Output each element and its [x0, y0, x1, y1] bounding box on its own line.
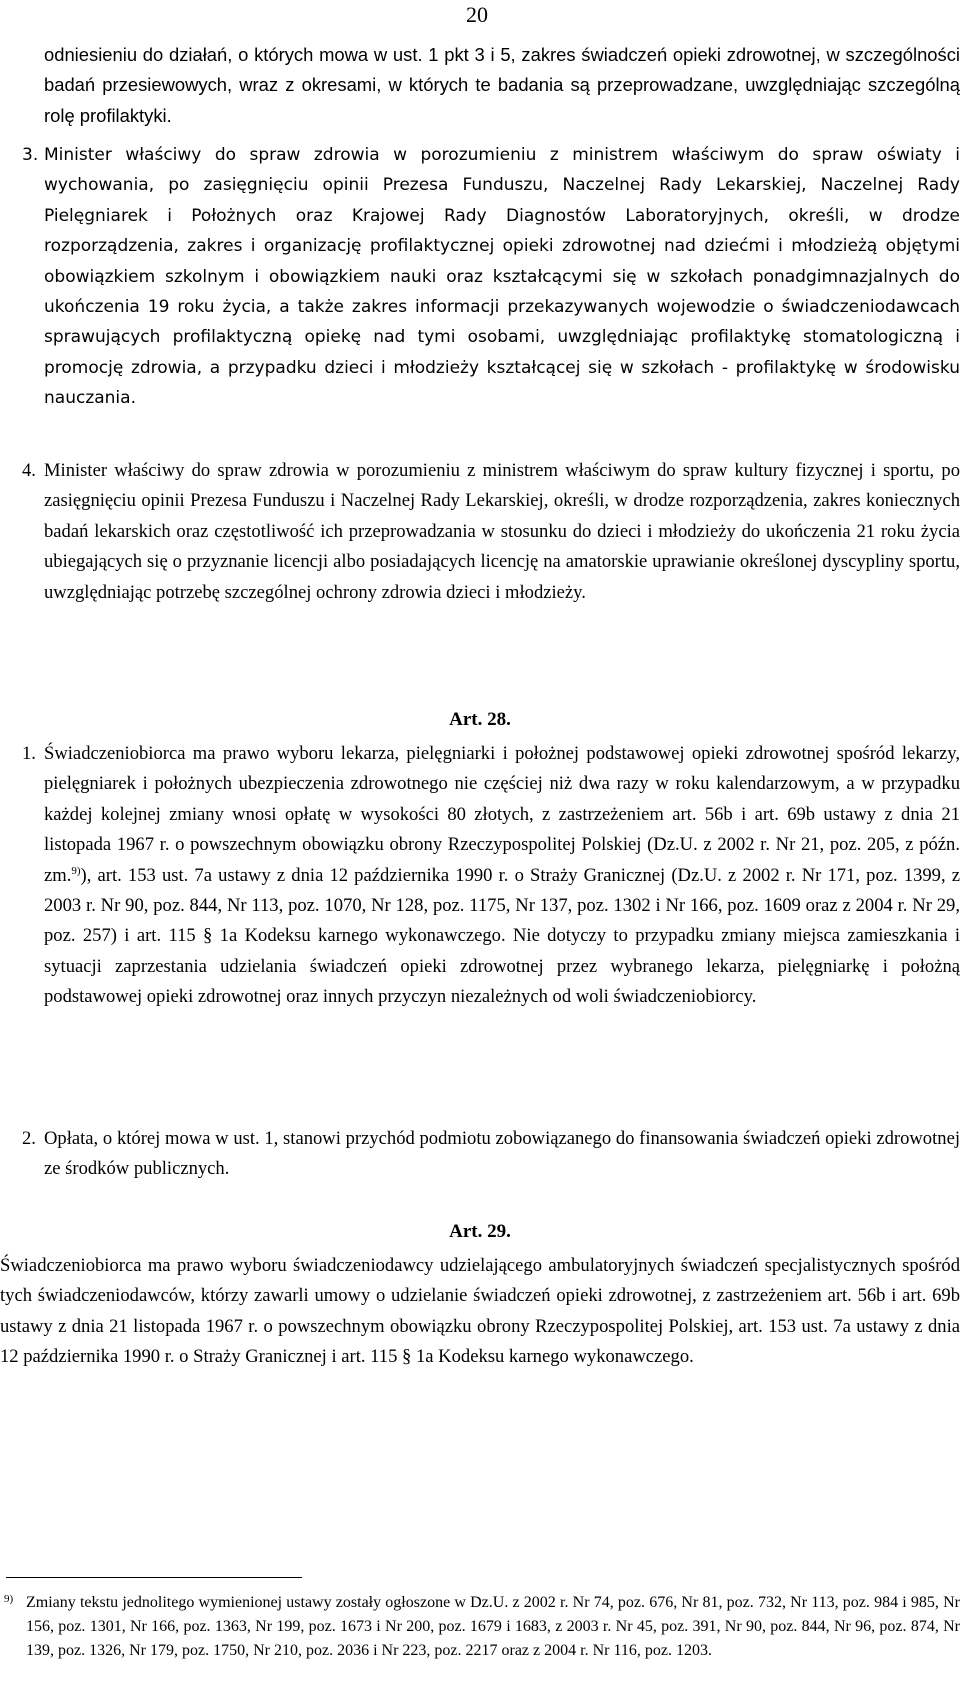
footnote-mark: 9)	[4, 1593, 14, 1605]
paragraph-4-text: Minister właściwy do spraw zdrowia w porozumieniu z ministrem właściwym do spraw kultury fizycznej i sportu, po zasięgnięciu opinii Prezesa Funduszu i Naczelnej Rady Lekarskiej, określi, w drodze rozporządzenia, zakres koniecznych badań lekarskich oraz częstotliwość ich przeprowadzania w stosunku do dzieci i młodzieży do ukończenia 21 roku życia ubiegających się o przyznanie licencji albo posiadających licencję na amatorskie uprawianie określonej dyscypliny sportu, uwzględniając potrzebę szczególnej ochrony zdrowia dzieci i młodzieży.	[44, 460, 960, 603]
article-28-paragraph-2	[0, 1124, 960, 1185]
article-28-heading: Art. 28.	[449, 709, 511, 730]
paragraph-4-number: 4.	[22, 460, 36, 481]
article-28-p2-text: Opłata, o której mowa w ust. 1, stanowi przychód podmiotu zobowiązanego do finansowania świadczeń opieki zdrowotnej ze środków publicznych.	[44, 1128, 960, 1180]
article-28-paragraph-1	[0, 739, 960, 1013]
footnote-reference: 9)	[71, 864, 81, 877]
footnote	[0, 1591, 960, 1663]
article-28-p1-text-b: ), art. 153 ust. 7a ustawy z dnia 12 października 1990 r. o Straży Granicznej (Dz.U. z 2002 r. Nr 171, poz. 1399, z 2003 r. Nr 90, poz. 844, Nr 113, poz. 1070, Nr 128, poz. 1175, Nr 137, poz. 1302 i Nr 166, poz. 1609 oraz z 2004 r. Nr 29, poz. 257) i art. 115 § 1a Kodeksu karnego wykonawczego. Nie dotyczy to przypadku zmiany miejsca zamieszkania i sytuacji zaprzestania udzielania świadczeń opieki zdrowotnej przez wybranego lekarza, pielęgniarkę i położną podstawowej opieki zdrowotnej oraz innych przyczyn niezależnych od woli świadczeniobiorcy.	[44, 864, 960, 1008]
article-29-text: Świadczeniobiorca ma prawo wyboru świadczeniodawcy udzielającego ambulatoryjnych świadczeń specjalistycznych spośród tych świadczeniodawców, którzy zawarli umowy o udzielanie świadczeń opieki zdrowotnej, z zastrzeżeniem art. 56b i art. 69b ustawy z dnia 21 listopada 1967 r. o powszechnym obowiązku obrony Rzeczypospolitej Polskiej, art. 153 ust. 7a ustawy z dnia 12 października 1990 r. o Straży Granicznej i art. 115 § 1a Kodeksu karnego wykonawczego.	[0, 1255, 960, 1368]
footnote-text: Zmiany tekstu jednolitego wymienionej ustawy zostały ogłoszone w Dz.U. z 2002 r. Nr 74, poz. 676, Nr 81, poz. 732, Nr 113, poz. 984 i 985, Nr 156, poz. 1301, Nr 166, poz. 1363, Nr 199, poz. 1673 i Nr 200, poz. 1679 i 1683, z 2003 r. Nr 45, poz. 391, Nr 90, poz. 844, Nr 96, poz. 874, Nr 139, poz. 1326, Nr 179, poz. 1750, Nr 210, poz. 2036 i Nr 223, poz. 2217 oraz z 2004 r. Nr 116, poz. 1203.	[26, 1594, 960, 1659]
article-28-p1-number: 1.	[22, 743, 36, 764]
article-28-p1-text-a: Świadczeniobiorca ma prawo wyboru lekarza, pielęgniarki i położnej podstawowej opieki zdrowotnej spośród lekarzy, pielęgniarek i położnych ubezpieczenia zdrowotnego nie częściej niż dwa razy w roku kalendarzowym, a w przypadku każdej kolejnej zmiany wnosi opłatę w wysokości 80 złotych, z zastrzeżeniem art. 56b i art. 69b ustawy z dnia 21 listopada 1967 r. o powszechnym obowiązku obrony Rzeczypospolitej Polskiej (Dz.U. z 2002 r. Nr 21, poz. 205, z późn. zm.	[44, 743, 960, 886]
paragraph-3-text: Minister właściwy do spraw zdrowia w porozumieniu z ministrem właściwym do spraw oświaty i wychowania, po zasięgnięciu opinii Prezesa Funduszu, Naczelnej Rady Lekarskiej, Naczelnej Rady Pielęgniarek i Położnych oraz Krajowej Rady Diagnostów Laboratoryjnych, określi, w drodze rozporządzenia, zakres i organizację profilaktycznej opieki zdrowotnej nad dziećmi i młodzieżą objętymi obowiązkiem szkolnym i obowiązkiem nauki oraz kształcącymi się w szkołach ponadgimnazjalnych do ukończenia 19 roku życia, a także zakres informacji przekazywanych wojewodzie o świadczeniodawcach sprawujących profilaktyczną opiekę nad tymi osobami, uwzględniając profilaktykę stomatologiczną i promocję zdrowia, a przypadku dzieci i młodzieży kształcącej się w szkołach - profilaktykę w środowisku nauczania.	[44, 145, 960, 409]
paragraph-3-number: 3.	[22, 145, 39, 165]
page-number: 20	[466, 2, 488, 27]
article-28-p2-number: 2.	[22, 1128, 36, 1149]
paragraph-3	[0, 140, 960, 414]
paragraph-4	[0, 456, 960, 608]
paragraph-intro: odniesieniu do działań, o których mowa w ust. 1 pkt 3 i 5, zakres świadczeń opieki zdrowotnej, w szczególności badań przesiewowych, wraz z okresami, w których te badania są przeprowadzane, uwzględniając szczególną rolę profilaktyki.	[44, 44, 960, 126]
footnote-divider	[6, 1577, 302, 1578]
article-29-heading: Art. 29.	[449, 1221, 511, 1242]
